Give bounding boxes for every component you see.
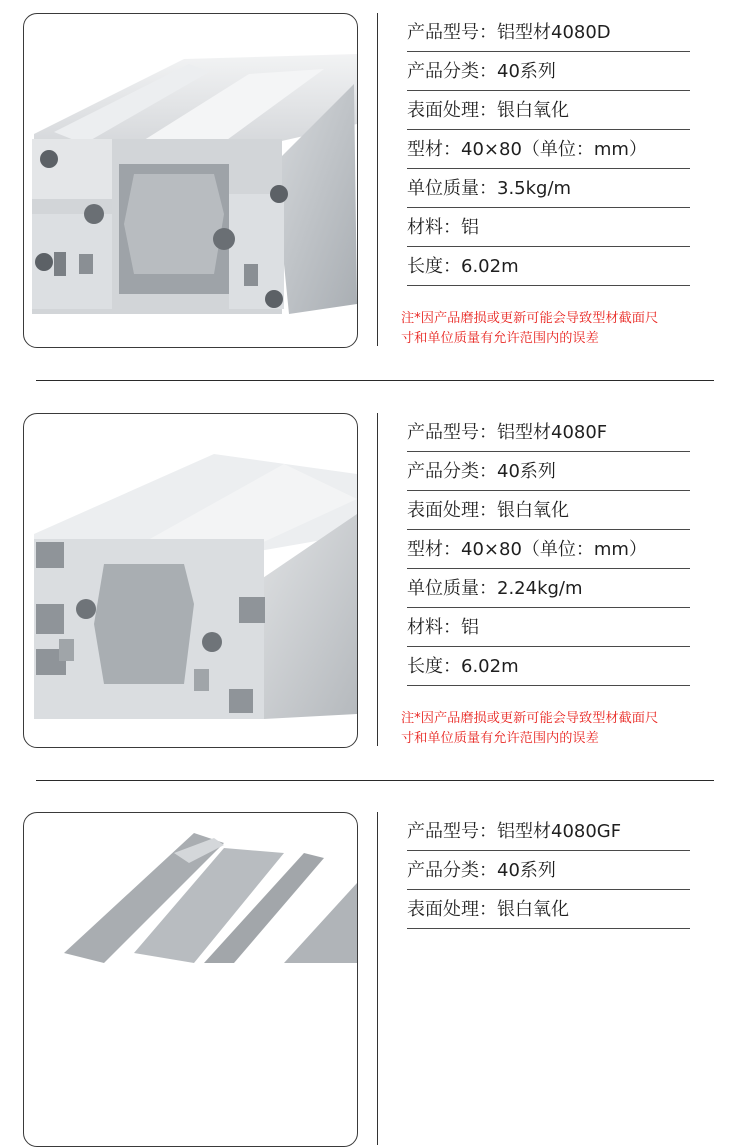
spec-value: 铝型材4080F [497, 422, 608, 443]
spec-label: 长度： [407, 256, 461, 277]
spec-row-length [407, 247, 690, 286]
spec-label: 产品分类： [407, 860, 497, 881]
note-line-1: 注*因产品磨损或更新可能会导致型材截面尺 [401, 311, 659, 326]
spec-value: 40系列 [497, 61, 556, 82]
spec-label: 表面处理： [407, 500, 497, 521]
spec-value: 40系列 [497, 860, 556, 881]
spec-row-model [407, 413, 690, 452]
spec-label: 单位质量： [407, 578, 497, 599]
spec-row-profile [407, 130, 690, 169]
spec-label: 产品分类： [407, 61, 497, 82]
spec-value: 40×80（单位：mm） [461, 539, 647, 560]
spec-row-model [407, 812, 690, 851]
spec-label: 型材： [407, 139, 461, 160]
spec-row-profile [407, 530, 690, 569]
spec-value: 铝 [461, 617, 479, 638]
spec-label: 材料： [407, 217, 461, 238]
note-line-2: 寸和单位质量有允许范围内的误差 [401, 331, 599, 346]
spec-label: 表面处理： [407, 100, 497, 121]
product-card-4080f [0, 413, 750, 773]
spec-value: 银白氧化 [497, 899, 569, 920]
spec-label: 产品型号： [407, 422, 497, 443]
spec-label: 长度： [407, 656, 461, 677]
spec-list [407, 812, 690, 929]
spec-value: 银白氧化 [497, 500, 569, 521]
spec-row-category [407, 452, 690, 491]
spec-value: 40系列 [497, 461, 556, 482]
spec-row-surface [407, 890, 690, 929]
spec-row-surface [407, 91, 690, 130]
product-card-4080gf [0, 812, 750, 943]
spec-row-weight [407, 169, 690, 208]
spec-label: 产品型号： [407, 22, 497, 43]
spec-value: 6.02m [461, 256, 519, 277]
note-line-2: 寸和单位质量有允许范围内的误差 [401, 731, 599, 746]
spec-row-category [407, 851, 690, 890]
spec-list [407, 13, 690, 286]
product-image-4080gf[interactable] [23, 812, 358, 1147]
product-card-4080d [0, 13, 750, 373]
spec-list [407, 413, 690, 686]
aluminium-profile-image [24, 813, 357, 1146]
aluminium-profile-image [24, 14, 357, 347]
spec-row-model [407, 13, 690, 52]
spec-label: 单位质量： [407, 178, 497, 199]
section-divider [36, 380, 714, 381]
aluminium-profile-image [24, 414, 357, 747]
section-divider [36, 780, 714, 781]
spec-row-weight [407, 569, 690, 608]
product-image-4080f[interactable] [23, 413, 358, 748]
spec-row-material [407, 608, 690, 647]
spec-value: 银白氧化 [497, 100, 569, 121]
product-image-4080d[interactable] [23, 13, 358, 348]
vertical-separator [377, 13, 378, 346]
spec-label: 型材： [407, 539, 461, 560]
spec-value: 2.24kg/m [497, 578, 583, 599]
spec-row-surface [407, 491, 690, 530]
spec-label: 表面处理： [407, 899, 497, 920]
spec-row-material [407, 208, 690, 247]
tolerance-note [401, 309, 701, 349]
vertical-separator [377, 812, 378, 1145]
spec-label: 产品分类： [407, 461, 497, 482]
spec-value: 3.5kg/m [497, 178, 572, 199]
spec-label: 材料： [407, 617, 461, 638]
spec-value: 铝型材4080GF [497, 821, 622, 842]
spec-label: 产品型号： [407, 821, 497, 842]
tolerance-note [401, 709, 701, 749]
note-line-1: 注*因产品磨损或更新可能会导致型材截面尺 [401, 711, 659, 726]
vertical-separator [377, 413, 378, 746]
spec-value: 铝 [461, 217, 479, 238]
spec-value: 铝型材4080D [497, 22, 611, 43]
spec-row-category [407, 52, 690, 91]
spec-value: 40×80（单位：mm） [461, 139, 647, 160]
spec-value: 6.02m [461, 656, 519, 677]
spec-row-length [407, 647, 690, 686]
